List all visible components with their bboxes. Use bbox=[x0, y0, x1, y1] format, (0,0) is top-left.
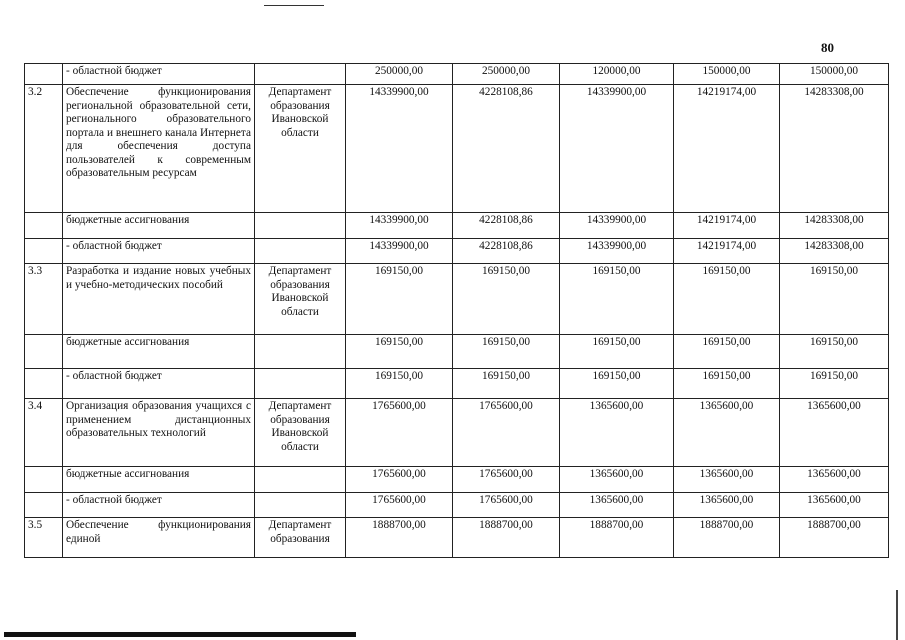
value-cell: 169150,00 bbox=[780, 369, 889, 399]
value-cell: 1765600,00 bbox=[453, 493, 560, 518]
value-cell: 14339900,00 bbox=[346, 85, 453, 213]
row-number: 3.5 bbox=[25, 518, 63, 558]
value-cell: 150000,00 bbox=[780, 64, 889, 85]
value-cell: 1365600,00 bbox=[560, 493, 674, 518]
row-name: - областной бюджет bbox=[63, 64, 255, 85]
value-cell: 14283308,00 bbox=[780, 239, 889, 264]
table-row bbox=[25, 85, 889, 213]
value-cell: 169150,00 bbox=[560, 369, 674, 399]
table-row bbox=[25, 264, 889, 335]
value-cell: 1888700,00 bbox=[780, 518, 889, 558]
table-row bbox=[25, 369, 889, 399]
value-cell: 14339900,00 bbox=[346, 213, 453, 239]
row-name: бюджетные ассигнования bbox=[63, 213, 255, 239]
value-cell: 250000,00 bbox=[453, 64, 560, 85]
row-department bbox=[255, 239, 346, 264]
value-cell: 169150,00 bbox=[780, 335, 889, 369]
value-cell: 1365600,00 bbox=[674, 493, 780, 518]
row-number: 3.2 bbox=[25, 85, 63, 213]
row-name: - областной бюджет bbox=[63, 239, 255, 264]
row-department: Департамент образования bbox=[255, 518, 346, 558]
row-name: - областной бюджет bbox=[63, 369, 255, 399]
value-cell: 169150,00 bbox=[453, 264, 560, 335]
row-number: 3.4 bbox=[25, 399, 63, 467]
row-number bbox=[25, 239, 63, 264]
value-cell: 14283308,00 bbox=[780, 85, 889, 213]
row-name: Разработка и издание новых учебных и учебно-методических пособий bbox=[63, 264, 255, 335]
value-cell: 14339900,00 bbox=[346, 239, 453, 264]
value-cell: 1765600,00 bbox=[346, 467, 453, 493]
value-cell: 1365600,00 bbox=[674, 467, 780, 493]
value-cell: 1765600,00 bbox=[346, 493, 453, 518]
row-number bbox=[25, 467, 63, 493]
value-cell: 14219174,00 bbox=[674, 239, 780, 264]
row-department: Департамент образования Ивановской области bbox=[255, 399, 346, 467]
value-cell: 14339900,00 bbox=[560, 239, 674, 264]
value-cell: 14283308,00 bbox=[780, 213, 889, 239]
right-scan-edge bbox=[896, 590, 898, 640]
value-cell: 14339900,00 bbox=[560, 213, 674, 239]
row-number bbox=[25, 493, 63, 518]
row-name: Организация образования учащихся с применением дистанционных образовательных технологий bbox=[63, 399, 255, 467]
row-number bbox=[25, 213, 63, 239]
value-cell: 14219174,00 bbox=[674, 85, 780, 213]
row-name: - областной бюджет bbox=[63, 493, 255, 518]
value-cell: 169150,00 bbox=[674, 335, 780, 369]
table-row bbox=[25, 213, 889, 239]
value-cell: 1365600,00 bbox=[780, 493, 889, 518]
value-cell: 169150,00 bbox=[674, 369, 780, 399]
row-department bbox=[255, 213, 346, 239]
value-cell: 169150,00 bbox=[346, 335, 453, 369]
row-name: бюджетные ассигнования bbox=[63, 335, 255, 369]
row-number bbox=[25, 64, 63, 85]
row-department bbox=[255, 64, 346, 85]
row-name: Обеспечение функционирования единой bbox=[63, 518, 255, 558]
top-dash-line bbox=[264, 5, 324, 6]
row-number bbox=[25, 335, 63, 369]
row-number: 3.3 bbox=[25, 264, 63, 335]
value-cell: 169150,00 bbox=[346, 369, 453, 399]
value-cell: 1765600,00 bbox=[453, 399, 560, 467]
table-row bbox=[25, 518, 889, 558]
row-department bbox=[255, 467, 346, 493]
value-cell: 1365600,00 bbox=[674, 399, 780, 467]
row-department bbox=[255, 493, 346, 518]
value-cell: 1365600,00 bbox=[560, 399, 674, 467]
table-row bbox=[25, 467, 889, 493]
value-cell: 169150,00 bbox=[346, 264, 453, 335]
value-cell: 1888700,00 bbox=[674, 518, 780, 558]
row-name: Обеспечение функционирования региональной образовательной сети, регионального образовательного портала и внешнего канала Интернета для обеспечения доступа пользователей к современным образовательным ресурсам bbox=[63, 85, 255, 213]
table-row bbox=[25, 64, 889, 85]
value-cell: 14219174,00 bbox=[674, 213, 780, 239]
table-row bbox=[25, 239, 889, 264]
row-department bbox=[255, 335, 346, 369]
value-cell: 1365600,00 bbox=[560, 467, 674, 493]
table-row bbox=[25, 399, 889, 467]
value-cell: 169150,00 bbox=[453, 369, 560, 399]
row-number bbox=[25, 369, 63, 399]
row-name: бюджетные ассигнования bbox=[63, 467, 255, 493]
value-cell: 4228108,86 bbox=[453, 213, 560, 239]
value-cell: 169150,00 bbox=[674, 264, 780, 335]
value-cell: 1765600,00 bbox=[453, 467, 560, 493]
value-cell: 1888700,00 bbox=[346, 518, 453, 558]
table-row bbox=[25, 493, 889, 518]
value-cell: 1765600,00 bbox=[346, 399, 453, 467]
page-number: 80 bbox=[821, 40, 834, 55]
value-cell: 150000,00 bbox=[674, 64, 780, 85]
value-cell: 250000,00 bbox=[346, 64, 453, 85]
row-department: Департамент образования Ивановской области bbox=[255, 85, 346, 213]
value-cell: 169150,00 bbox=[780, 264, 889, 335]
value-cell: 1365600,00 bbox=[780, 399, 889, 467]
table-row bbox=[25, 335, 889, 369]
bottom-scan-edge bbox=[4, 632, 356, 637]
value-cell: 169150,00 bbox=[453, 335, 560, 369]
budget-table bbox=[24, 63, 889, 558]
value-cell: 4228108,86 bbox=[453, 239, 560, 264]
value-cell: 14339900,00 bbox=[560, 85, 674, 213]
value-cell: 1888700,00 bbox=[453, 518, 560, 558]
value-cell: 169150,00 bbox=[560, 264, 674, 335]
value-cell: 1888700,00 bbox=[560, 518, 674, 558]
value-cell: 120000,00 bbox=[560, 64, 674, 85]
value-cell: 1365600,00 bbox=[780, 467, 889, 493]
value-cell: 4228108,86 bbox=[453, 85, 560, 213]
value-cell: 169150,00 bbox=[560, 335, 674, 369]
row-department bbox=[255, 369, 346, 399]
row-department: Департамент образования Ивановской области bbox=[255, 264, 346, 335]
